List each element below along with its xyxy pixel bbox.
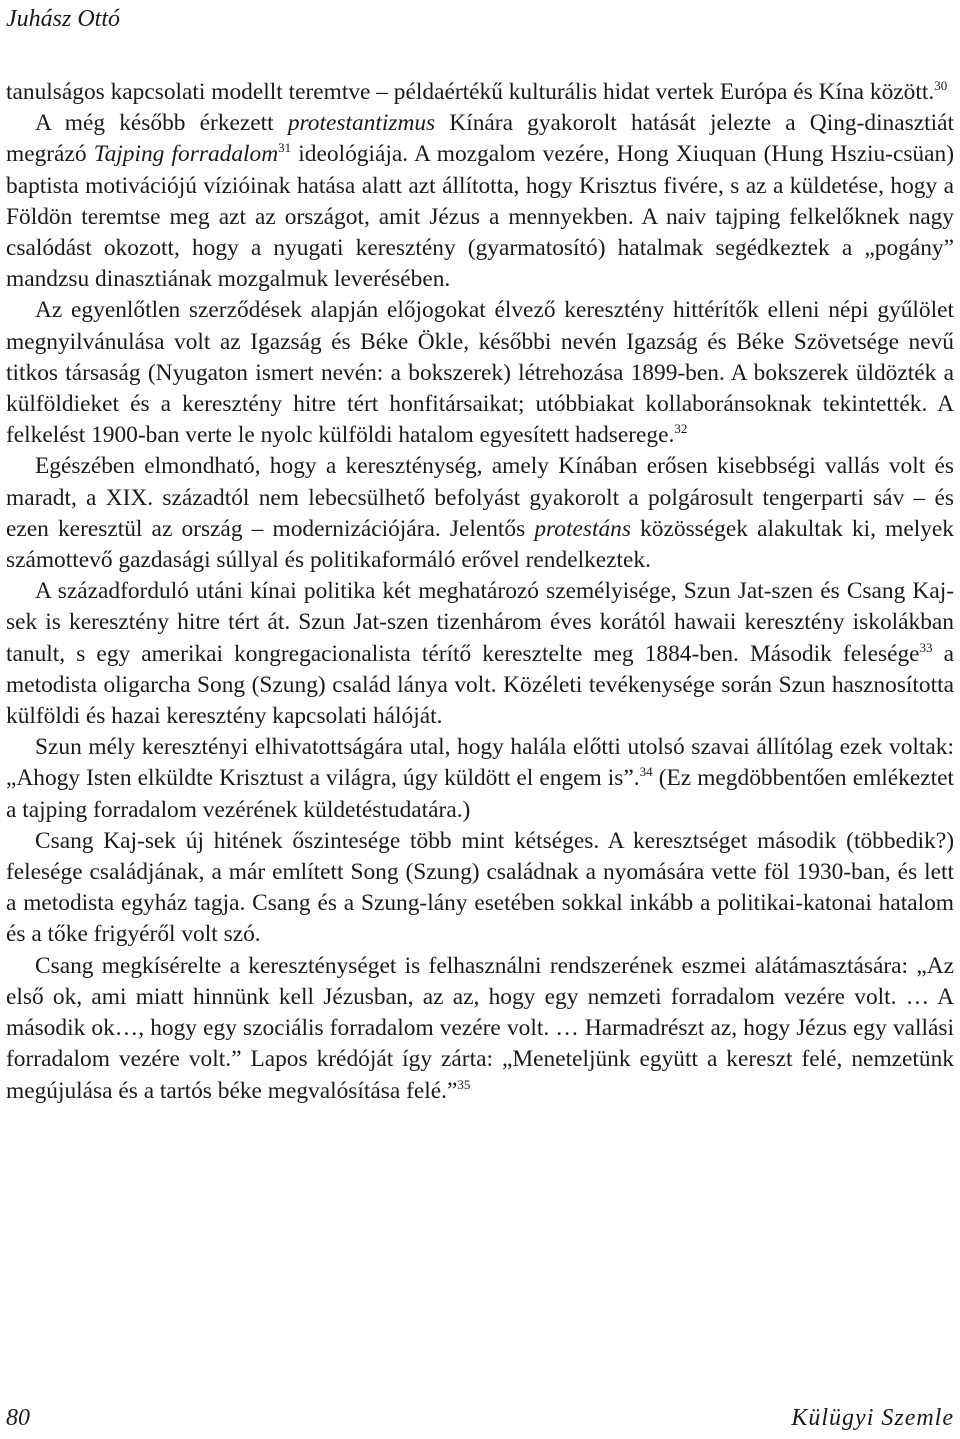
paragraph xyxy=(6,295,954,451)
paragraph-text: tanulságos kapcsolati modellt teremtve – példaértékű kulturális hidat vertek Európa és Kína között. xyxy=(6,79,935,105)
paragraph xyxy=(6,451,954,576)
paragraph xyxy=(6,108,954,295)
body-text xyxy=(6,77,954,1107)
footnote-ref: 35 xyxy=(457,1076,471,1092)
paragraph xyxy=(6,732,954,826)
paragraph xyxy=(6,576,954,732)
paragraph-text: Szun mély keresztényi elhivatottságára utal, hogy halála előtti utolsó szavai állítólag ezek voltak: „Ahogy Isten elküldte Krisztust a világra, úgy küldött el engem is”. xyxy=(6,734,954,792)
italic-term: Tajping forradalom xyxy=(93,141,279,168)
paragraph-text: A századforduló utáni kínai politika két meghatározó személyisége, Szun Jat-szen és Csang Kaj-sek is keresztény hitre tért át. Szun Jat-szen tizenhárom éves korától hawaii keresztény iskolákban tanult, s egy amerikai kongregacionalista térítő keresztelte meg 1884-ben. Második felesége xyxy=(6,578,954,667)
footnote-ref: 32 xyxy=(674,421,688,437)
footnote-ref: 34 xyxy=(639,764,653,780)
paragraph-text: Csang megkísérelte a kereszténységet is felhasználni rendszerének eszmei alátámasztására: „Az első ok, ami miatt hinnünk kell Jézusban, az az, hogy egy nemzeti forradalom vezére volt. … A második ok…, hogy egy szociális forradalom vezére volt. … Harmadrészt az, hogy Jézus egy vallási forradalom vezére volt.” Lapos krédóját így zárta: „Meneteljünk együtt a kereszt felé, nemzetünk megújulása és a tartós béke megvalósítása felé.” xyxy=(6,952,954,1104)
page-number: 80 xyxy=(6,1405,30,1431)
footnote-ref: 30 xyxy=(934,78,948,93)
paragraph-text: a metodista oligarcha Song (Szung) család lánya volt. Közéleti tevékenysége során Szun hasznosította külföldi és hazai keresztény kapcsolati hálóját. xyxy=(6,640,954,730)
paragraph xyxy=(6,826,954,951)
paragraph xyxy=(6,951,954,1107)
paragraph-text: (Ez megdöbbentően emlékeztet a tajping forradalom vezérének küldetéstudatára.) xyxy=(6,765,954,823)
paragraph-text: Kínára gyakorolt hatását jelezte a Qing-dinasztiát megrázó xyxy=(6,110,955,168)
paragraph xyxy=(6,77,954,108)
footnote-ref: 31 xyxy=(278,140,292,156)
journal-title: Külügyi Szemle xyxy=(791,1405,954,1431)
running-head-author: Juhász Ottó xyxy=(6,6,120,32)
paragraph-text: ideológiája. A mozgalom vezére, Hong Xiuquan (Hung Hsziu-csüan) baptista motivációjú vízióinak hatása alatt azt állította, hogy Krisztus fivére, s az a küldetése, hogy a Földön teremtse meg azt az országot, amit Jézus a mennyekben. A naiv tajping felkelőknek nagy csalódást okozott, hogy a nyugati keresztény (gyarmatosító) hatalmak segédkeztek a „pogány” mandzsu dinasztiának mozgalmuk leverésében. xyxy=(6,141,954,293)
paragraph-text: A még később érkezett xyxy=(35,110,288,137)
italic-term: protestantizmus xyxy=(287,110,436,137)
paragraph-text: Csang Kaj-sek új hitének őszintesége több mint kétséges. A keresztséget második (többedik?) felesége családjának, a már említett Song (Szung) családnak a nyomására vette föl 1930-ban, és lett a metodista egyház tagja. Csang és a Szung-lány esetében sokkal inkább a politikai-katonai hatalom és a tőke frigyéről volt szó. xyxy=(6,827,954,948)
paragraph-text: Egészében elmondható, hogy a kereszténység, amely Kínában erősen kisebbségi vallás volt és maradt, a XIX. századtól nem lebecsülhető befolyást gyakorolt a polgárosult tengerparti sáv – és ezen keresztül az ország – modernizációjára. Jelentős xyxy=(6,453,954,542)
paragraph-text: Az egyenlőtlen szerződések alapján előjogokat élvező keresztény hittérítők elleni népi gyűlölet megnyilvánulása volt az Igazság és Béke Ökle, későbbi nevén Igazság és Béke Szövetsége nevű titkos társaság (Nyugaton ismert nevén: a bokszerek) létrehozása 1899-ben. A bokszerek üldözték a külföldieket és a keresztény hitre tért honfitársaikat; utóbbiakat kollaboránsoknak tekintették. A felkelést 1900-ban verte le nyolc külföldi hatalom egyesített hadserege. xyxy=(6,297,954,449)
italic-term: protestáns xyxy=(534,515,631,542)
footnote-ref: 33 xyxy=(919,639,933,655)
paragraph-text: közösségek alakultak ki, melyek számottevő gazdasági súllyal és politikaformáló erővel rendelkeztek. xyxy=(6,515,954,574)
